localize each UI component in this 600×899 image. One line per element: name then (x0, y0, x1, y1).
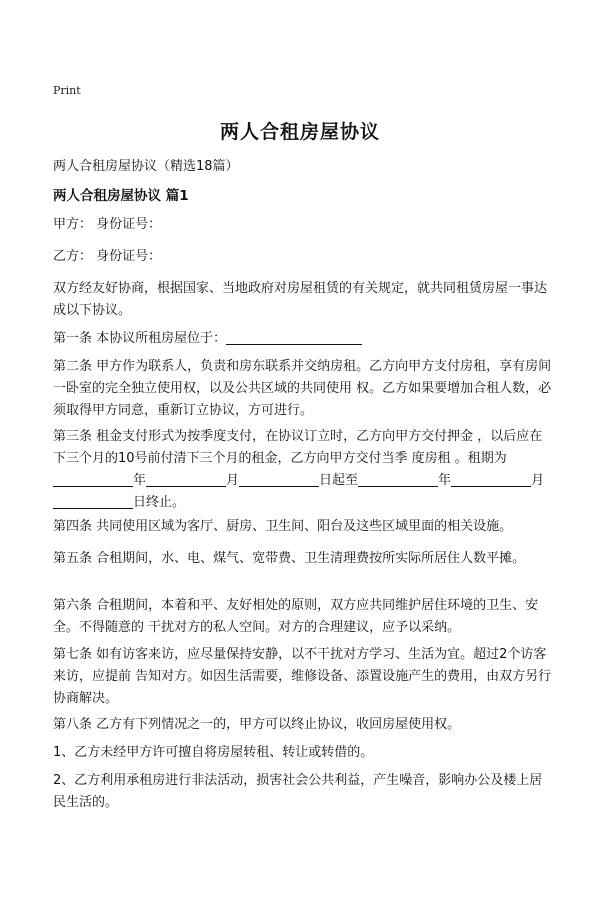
party-b-line: 乙方： 身份证号： (53, 249, 162, 264)
end-year-label: 年 (438, 473, 452, 488)
end-day-blank (53, 494, 133, 509)
article-4: 第四条 共同使用区域为客厅、厨房、卫生间、阳台及这些区域里面的相关设施。 (53, 519, 513, 534)
section-heading: 两人合租房屋协议 篇1 (53, 188, 189, 204)
article-7: 第七条 如有访客来访，应尽量保持安静，以不干扰对方学习、生活为宜。超过2个访客来访，应提前 告知对方。如因生活需要，维修设备、添置设施产生的费用，由双方另行协商解决。 (53, 647, 552, 706)
start-day-blank (239, 472, 319, 487)
party-a-line: 甲方： 身份证号： (53, 217, 162, 232)
start-day-label: 日起至 (319, 473, 359, 488)
article-2: 第二条 甲方作为联系人，负责和房东联系并交纳房租。乙方向甲方支付房租，享有房间一卧室的完全独立使用权，以及公共区域的共同使用 权。乙方如果要增加合租人数，必须取得甲方同意，重新订立协议，方可进行。 (53, 359, 552, 418)
intro-paragraph: 双方经友好协商，根据国家、当地政府对房屋租赁的有关规定，就共同租赁房屋一事达 成以下协议。 (53, 281, 548, 318)
clause-item-1: 1、乙方未经甲方许可擅自将房屋转租、转让或转借的。 (53, 745, 374, 760)
subtitle: 两人合租房屋协议（精选18篇） (53, 159, 239, 174)
article-8: 第八条 乙方有下列情况之一的，甲方可以终止协议，收回房屋使用权。 (53, 717, 461, 732)
clause-item-2: 2、乙方利用承租房进行非法活动，损害社会公共利益，产生噪音，影响办公及楼上居民生活的。 (53, 773, 543, 810)
article-1-text: 第一条 本协议所租房屋位于： (53, 331, 227, 346)
start-year-label: 年 (133, 473, 147, 488)
page-title: 两人合租房屋协议 (219, 121, 380, 143)
end-year-blank (358, 472, 438, 487)
address-blank (226, 330, 362, 345)
print-label: Print (53, 84, 81, 97)
article-3-text: 第三条 租金支付形式为按季度支付，在协议订立时，乙方向甲方交付押金 ，以后应在下三个月的10号前付清下三个月的租金，乙方向甲方交付当季 度房租 。租期为 (53, 429, 543, 466)
article-6: 第六条 合租期间，本着和平、友好相处的原则，双方应共同维护居住环境的卫生、安全。不得随意的 干扰对方的私人空间。对方的合理建议，应予以采纳。 (53, 598, 539, 635)
start-year-blank (53, 472, 133, 487)
end-month-label: 月 (531, 473, 545, 488)
article-5: 第五条 合租期间，水、电、煤气、宽带费、卫生清理费按所实际所居住人数平摊。 (53, 551, 526, 566)
end-day-label: 日终止。 (133, 495, 186, 510)
start-month-blank (146, 472, 226, 487)
article-3 (53, 426, 553, 514)
start-month-label: 月 (226, 473, 240, 488)
article-1 (53, 328, 553, 350)
end-month-blank (451, 472, 531, 487)
